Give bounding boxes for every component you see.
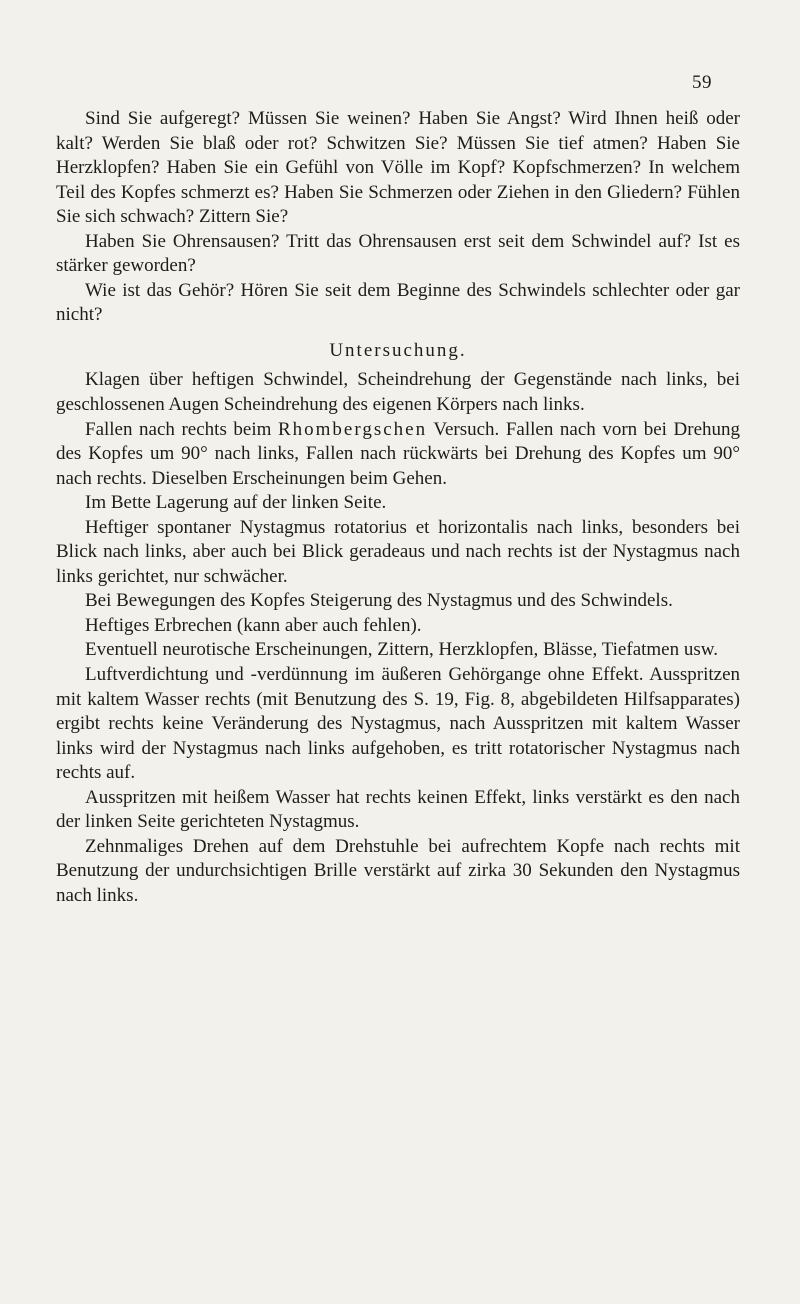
author-name: Rhombergschen <box>277 418 428 440</box>
question-paragraph: Wie ist das Gehör? Hören Sie seit dem Beginne des Schwindels schlechter oder gar nicht? <box>56 279 740 326</box>
exam-paragraph: Zehnmaliges Drehen auf dem Drehstuhle bei aufrechtem Kopfe nach rechts mit Benutzung der undurchsichtigen Brille verstärkt auf zirka 30 Sekunden den Nystagmus nach links. <box>56 835 740 906</box>
question-paragraph: Haben Sie Ohrensausen? Tritt das Ohrensausen erst seit dem Schwindel auf? Ist es stärker geworden? <box>56 230 740 277</box>
exam-paragraph: Bei Bewegungen des Kopfes Steigerung des Nystagmus und des Schwindels. <box>85 590 673 612</box>
exam-text: Versuch. Fallen nach vorn bei Drehung des Kopfes um 90° nach links, Fallen nach rückwärts bei Drehung des Kopfes um 90° nach rechts. Dieselben Erscheinungen beim Gehen. <box>56 418 740 489</box>
page-number: 59 <box>692 72 712 93</box>
exam-paragraph: Eventuell neurotische Erscheinungen, Zittern, Herzklopfen, Blässe, Tiefatmen usw. <box>85 639 718 661</box>
exam-paragraph: Luftverdichtung und -verdünnung im äußeren Gehörgange ohne Effekt. Ausspritzen mit kaltem Wasser rechts (mit Benutzung des S. 19, Fig. 8, abgebildeten Hilfsapparates) ergibt rechts keine Veränderung des Nystagmus, nach Ausspritzen mit kaltem Wasser links wird der Nystagmus nach links aufgehoben, es tritt rotatorischer Nystagmus nach rechts auf. <box>56 664 740 784</box>
exam-paragraph: Klagen über heftigen Schwindel, Scheindrehung der Gegenstände nach links, bei geschlossenen Augen Scheindrehung des eigenen Körpers nach links. <box>56 369 740 416</box>
exam-paragraph <box>56 418 740 492</box>
section-heading: Untersuchung. <box>329 339 467 361</box>
body-text <box>56 107 740 909</box>
exam-paragraph: Heftiger spontaner Nystagmus rotatorius et horizontalis nach links, besonders bei Blick nach links, aber auch bei Blick geradeaus und nach rechts ist der Nystagmus nach links gerichtet, nur schwächer. <box>56 516 740 587</box>
exam-paragraph: Im Bette Lagerung auf der linken Seite. <box>85 492 387 514</box>
exam-paragraph: Ausspritzen mit heißem Wasser hat rechts keinen Effekt, links verstärkt es den nach der linken Seite gerichteten Nystagmus. <box>56 786 740 833</box>
exam-text: Fallen nach rechts beim <box>85 418 278 440</box>
question-paragraph: Sind Sie aufgeregt? Müssen Sie weinen? Haben Sie Angst? Wird Ihnen heiß oder kalt? Werden Sie blaß oder rot? Schwitzen Sie? Müssen Sie tief atmen? Haben Sie Herzklopfen? Haben Sie ein Gefühl von Völle im Kopf? Kopfschmerzen? In welchem Teil des Kopfes schmerzt es? Haben Sie Schmerzen oder Ziehen in den Gliedern? Fühlen Sie sich schwach? Zittern Sie? <box>56 108 740 228</box>
exam-paragraph: Heftiges Erbrechen (kann aber auch fehlen). <box>85 614 422 636</box>
